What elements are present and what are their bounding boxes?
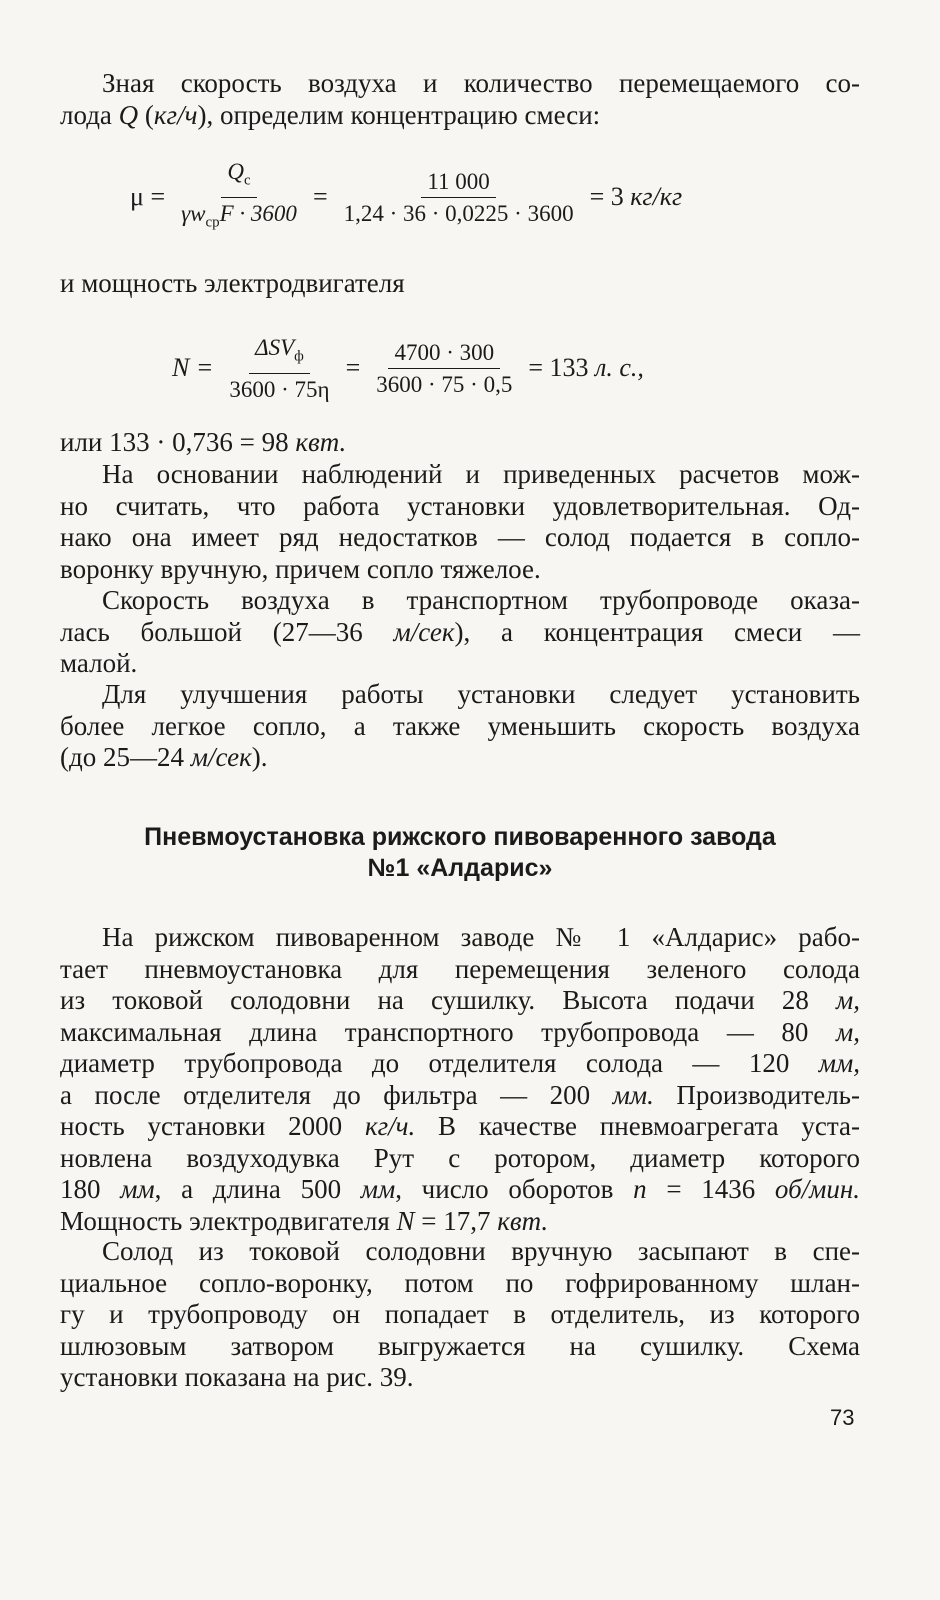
text-span: лода: [60, 99, 119, 130]
text-line: малой.: [60, 648, 138, 678]
subscript: ф: [294, 348, 304, 365]
symbol: Q: [227, 159, 245, 184]
text-line: [60, 1206, 860, 1238]
text-span: а после отделителя до фильтра — 200: [60, 1079, 613, 1110]
text-line: и мощность электродвигателя: [60, 268, 405, 298]
text-span: , а длина 500: [154, 1174, 361, 1204]
fraction-denominator: 3600 · 75η: [229, 376, 330, 402]
heading-line: Пневмоустановка рижского пивоваренного завода: [144, 823, 776, 851]
fraction-denominator: 3600 · 75 · 0,5: [376, 371, 513, 397]
text-line: [60, 1080, 860, 1112]
text-line: [60, 985, 860, 1017]
text-line: но считать, что работа установки удовлетворительная. Од-: [60, 490, 860, 521]
unit: кг/кг: [630, 182, 683, 212]
fraction: [370, 339, 518, 398]
text-span: (: [138, 99, 154, 130]
text-line: [60, 617, 860, 649]
text-line: [60, 427, 860, 459]
text-line: нако она имеет ряд недостатков — солод подается в сопло-: [60, 522, 860, 552]
text-span: 180: [60, 1174, 121, 1204]
text-span: Мощность электродвигателя: [60, 1205, 397, 1236]
equals-sign: =: [312, 182, 328, 212]
fraction-numerator: [221, 158, 256, 198]
text-span: = 1436: [646, 1174, 775, 1204]
subscript: с: [244, 172, 251, 189]
text-line: Скорость воздуха в транспортном трубопроводе оказа-: [102, 585, 860, 615]
text-span: или 133 · 0,736 = 98: [60, 427, 296, 457]
text-span: ), а концентрация смеси —: [454, 616, 860, 647]
formula-result: = 133: [528, 353, 589, 383]
unit: мм.: [612, 1079, 654, 1110]
unit: об/мин.: [774, 1174, 861, 1204]
formula-concentration: [130, 158, 682, 236]
text-line: На рижском пивоваренном заводе № 1 «Алдарис» рабо-: [102, 922, 860, 952]
fraction-numerator: 11 000: [421, 168, 495, 198]
text-line: [60, 1048, 860, 1080]
text-span: (до 25—24: [60, 742, 191, 772]
fraction: [338, 168, 580, 227]
section-heading: [60, 822, 860, 884]
subscript: ср: [205, 214, 220, 231]
text-line: [60, 742, 860, 774]
text-line: [60, 100, 860, 132]
unit: квт.: [295, 427, 347, 457]
text-span: ).: [251, 742, 268, 772]
paragraph-air-speed: [60, 585, 860, 680]
unit: мм,: [818, 1048, 860, 1078]
text-span: ), определим концентрацию смеси:: [197, 99, 601, 130]
paragraph-improvement: [60, 679, 860, 774]
text-line: Для улучшения работы установки следует установить: [102, 679, 860, 709]
heading-line: №1 «Алдарис»: [367, 854, 553, 882]
text-line: гу и трубопроводу он попадает в отделитель, из которого: [60, 1299, 860, 1329]
symbol-q: Q: [118, 99, 139, 130]
paragraph-kw: [60, 427, 860, 459]
fraction-numerator: [249, 334, 310, 374]
text-line: тает пневмоустановка для перемещения зеленого солода: [60, 953, 860, 984]
text-line: Солод из токовой солодовни вручную засыпают в спе-: [102, 1236, 860, 1266]
symbol: F · 3600: [219, 200, 297, 226]
paragraph-intro: [60, 68, 860, 131]
unit: м/сек: [393, 616, 455, 647]
symbol-n: N: [396, 1205, 415, 1236]
text-line: новлена воздуходувка Рут с ротором, диаметр которого: [60, 1142, 860, 1173]
paragraph-power-intro: [60, 268, 860, 300]
fraction-numerator: 4700 · 300: [388, 339, 500, 369]
text-span: ность установки 2000: [60, 1111, 365, 1141]
formula-lhs: μ =: [130, 182, 166, 212]
symbol: γw: [181, 200, 206, 226]
text-line: циальное сопло-воронку, потом по гофрированному шлан-: [60, 1267, 860, 1298]
symbol-n: n: [633, 1174, 647, 1204]
equals-sign: =: [345, 353, 361, 383]
unit: л. с.,: [595, 353, 644, 383]
fraction: [175, 158, 303, 236]
unit: мм: [120, 1174, 155, 1204]
page-number: 73: [830, 1405, 855, 1430]
fraction-denominator: 1,24 · 36 · 0,0225 · 3600: [343, 200, 574, 226]
symbol: ΔSV: [255, 335, 295, 360]
unit: мм: [360, 1174, 396, 1204]
text-line: шлюзовым затвором выгружается на сушилку. Схема: [60, 1330, 860, 1361]
text-line: [60, 1174, 860, 1206]
text-line: Зная скорость воздуха и количество перемещаемого со-: [102, 68, 860, 98]
text-line: более легкое сопло, а также уменьшить скорость воздуха: [60, 710, 860, 741]
text-span: из токовой солодовни на сушилку. Высота подачи 28: [60, 985, 837, 1015]
fraction: [223, 334, 335, 403]
fraction-denominator: [175, 198, 303, 237]
text-span: , число оборотов: [395, 1174, 634, 1204]
text-span: максимальная длина транспортного трубопровода — 80: [60, 1016, 837, 1047]
paragraph-observations: [60, 459, 860, 585]
text-line: воронку вручную, причем сопло тяжелое.: [60, 553, 541, 584]
text-span: Производитель-: [653, 1079, 860, 1110]
unit: кг/ч.: [364, 1111, 416, 1141]
paragraph-aldaris: [60, 922, 860, 1237]
unit: м,: [836, 1016, 860, 1047]
text-span: В качестве пневмоагрегата уста-: [415, 1111, 860, 1141]
unit: кг/ч: [153, 99, 198, 130]
text-span: диаметр трубопровода до отделителя солода — 120: [60, 1048, 819, 1078]
unit: квт.: [497, 1205, 549, 1236]
text-line: [60, 1017, 860, 1049]
formula-power: [172, 334, 644, 403]
text-line: На основании наблюдений и приведенных расчетов мож-: [102, 459, 860, 489]
unit: м/сек: [190, 742, 252, 772]
text-line: [60, 1111, 860, 1143]
text-span: = 17,7: [414, 1205, 498, 1236]
formula-result: = 3: [589, 182, 624, 212]
text-span: лась большой (27—36: [60, 616, 394, 647]
formula-lhs: N =: [172, 353, 214, 383]
unit: м,: [836, 985, 860, 1015]
paragraph-process: [60, 1236, 860, 1394]
text-line: установки показана на рис. 39.: [60, 1362, 414, 1392]
